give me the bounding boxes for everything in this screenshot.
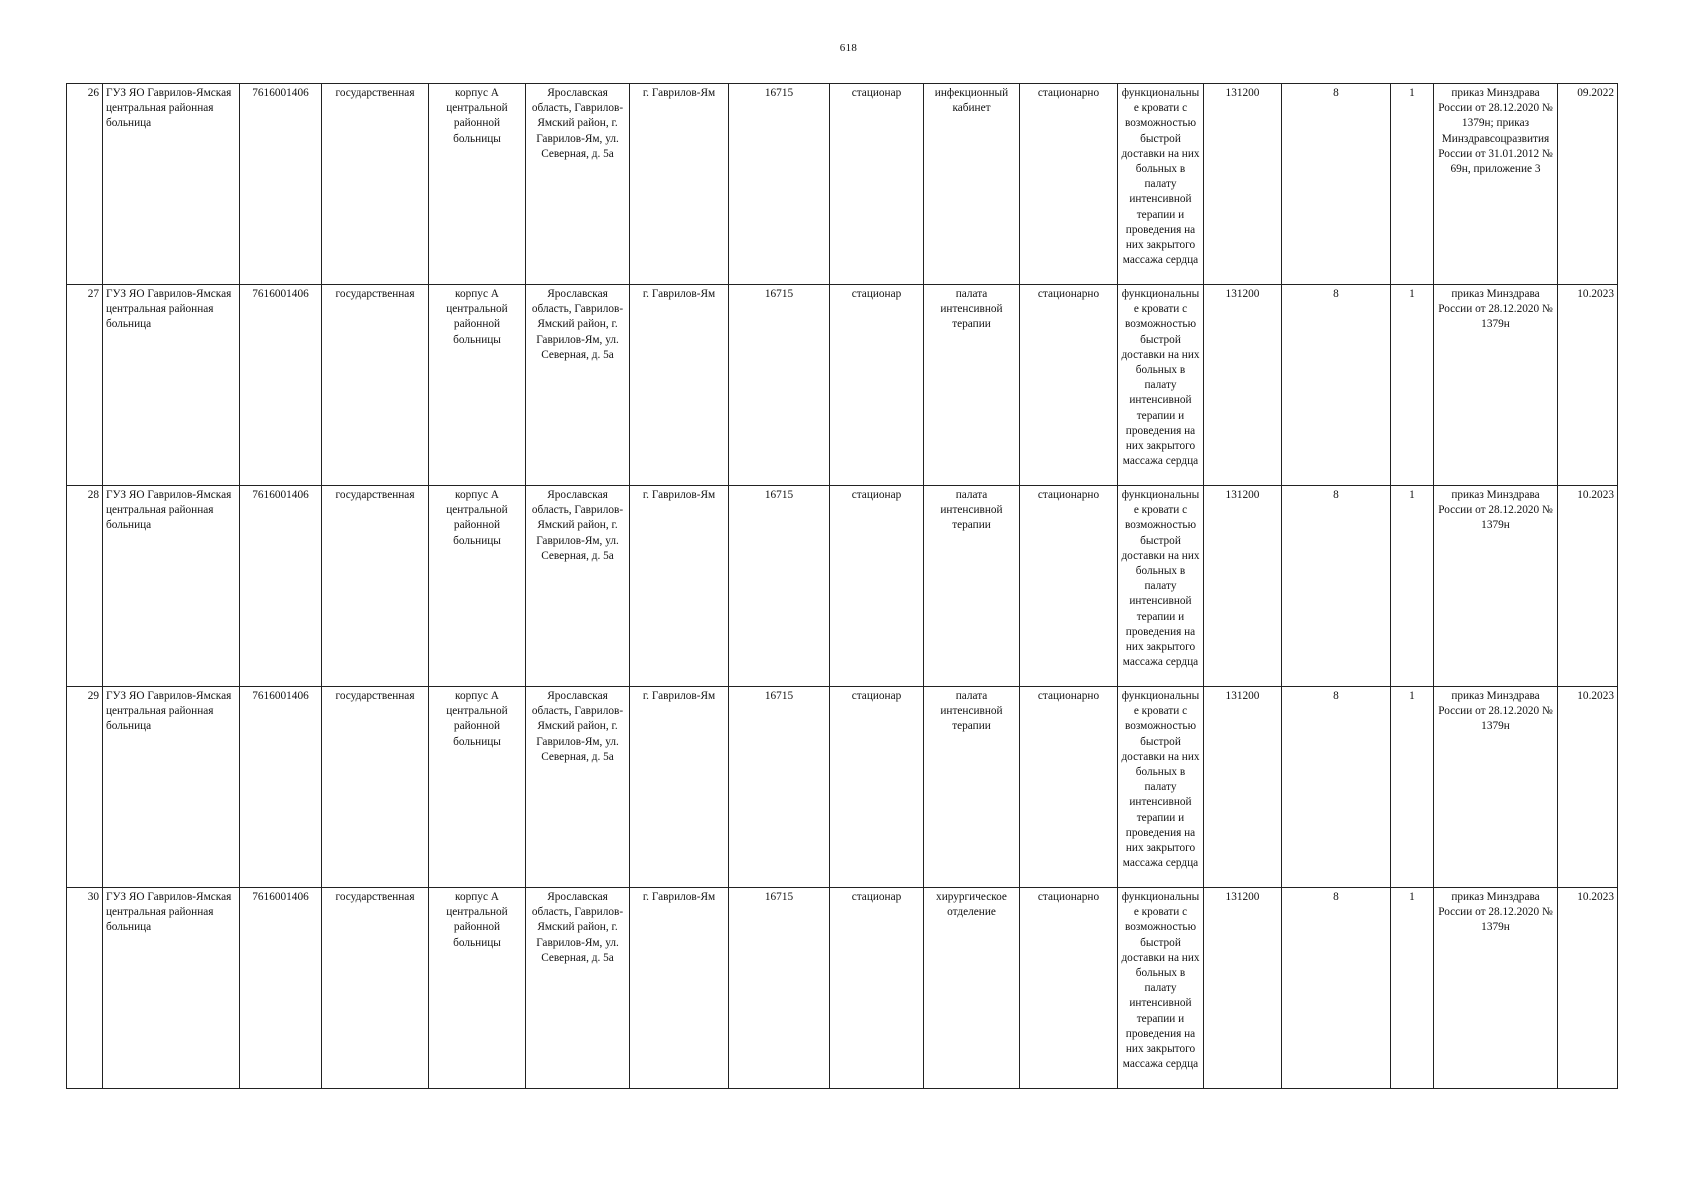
inn-cell: 7616001406 xyxy=(240,285,322,486)
registry-table xyxy=(66,83,1618,1089)
date-cell: 10.2023 xyxy=(1558,888,1618,1089)
organization-cell: ГУЗ ЯО Гаврилов-Ямская центральная районная больница xyxy=(103,285,240,486)
building-cell: корпус А центральной районной больницы xyxy=(429,687,526,888)
building-cell: корпус А центральной районной больницы xyxy=(429,486,526,687)
table-row xyxy=(67,285,1618,486)
mode-cell: стационарно xyxy=(1020,888,1118,1089)
table-row xyxy=(67,486,1618,687)
inn-cell: 7616001406 xyxy=(240,486,322,687)
row-number-cell: 28 xyxy=(67,486,103,687)
needed-cell: 1 xyxy=(1391,84,1434,285)
kind-code-cell: 131200 xyxy=(1204,687,1282,888)
facility-type-cell: стационар xyxy=(830,84,924,285)
kind-code-cell: 131200 xyxy=(1204,285,1282,486)
needed-cell: 1 xyxy=(1391,687,1434,888)
city-cell: г. Гаврилов-Ям xyxy=(630,84,729,285)
facility-type-cell: стационар xyxy=(830,888,924,1089)
needed-cell: 1 xyxy=(1391,285,1434,486)
table-row xyxy=(67,687,1618,888)
code-cell: 16715 xyxy=(729,888,830,1089)
quantity-cell: 8 xyxy=(1282,486,1391,687)
address-cell: Ярославская область, Гаврилов-Ямский район, г. Гаврилов-Ям, ул. Северная, д. 5а xyxy=(526,687,630,888)
ownership-cell: государственная xyxy=(322,486,429,687)
kind-code-cell: 131200 xyxy=(1204,84,1282,285)
date-cell: 10.2023 xyxy=(1558,285,1618,486)
equipment-cell: функциональные кровати с возможностью быстрой доставки на них больных в палату интенсивной терапии и проведения на них закрытого массажа сердца xyxy=(1118,285,1204,486)
facility-type-cell: стационар xyxy=(830,285,924,486)
date-cell: 10.2023 xyxy=(1558,486,1618,687)
inn-cell: 7616001406 xyxy=(240,84,322,285)
city-cell: г. Гаврилов-Ям xyxy=(630,285,729,486)
organization-cell: ГУЗ ЯО Гаврилов-Ямская центральная районная больница xyxy=(103,888,240,1089)
equipment-cell: функциональные кровати с возможностью быстрой доставки на них больных в палату интенсивной терапии и проведения на них закрытого массажа сердца xyxy=(1118,888,1204,1089)
table-row xyxy=(67,84,1618,285)
row-number-cell: 27 xyxy=(67,285,103,486)
unit-cell: палата интенсивной терапии xyxy=(924,486,1020,687)
page-number: 618 xyxy=(839,42,858,54)
basis-cell: приказ Минздрава России от 28.12.2020 № 1379н; приказ Минздравсоцразвития России от 31.01.2012 № 69н, приложение 3 xyxy=(1434,84,1558,285)
kind-code-cell: 131200 xyxy=(1204,888,1282,1089)
address-cell: Ярославская область, Гаврилов-Ямский район, г. Гаврилов-Ям, ул. Северная, д. 5а xyxy=(526,486,630,687)
quantity-cell: 8 xyxy=(1282,687,1391,888)
address-cell: Ярославская область, Гаврилов-Ямский район, г. Гаврилов-Ям, ул. Северная, д. 5а xyxy=(526,84,630,285)
city-cell: г. Гаврилов-Ям xyxy=(630,888,729,1089)
date-cell: 10.2023 xyxy=(1558,687,1618,888)
unit-cell: палата интенсивной терапии xyxy=(924,687,1020,888)
ownership-cell: государственная xyxy=(322,84,429,285)
unit-cell: инфекционный кабинет xyxy=(924,84,1020,285)
organization-cell: ГУЗ ЯО Гаврилов-Ямская центральная районная больница xyxy=(103,687,240,888)
kind-code-cell: 131200 xyxy=(1204,486,1282,687)
basis-cell: приказ Минздрава России от 28.12.2020 № 1379н xyxy=(1434,888,1558,1089)
address-cell: Ярославская область, Гаврилов-Ямский район, г. Гаврилов-Ям, ул. Северная, д. 5а xyxy=(526,285,630,486)
mode-cell: стационарно xyxy=(1020,687,1118,888)
mode-cell: стационарно xyxy=(1020,486,1118,687)
needed-cell: 1 xyxy=(1391,486,1434,687)
facility-type-cell: стационар xyxy=(830,486,924,687)
row-number-cell: 29 xyxy=(67,687,103,888)
mode-cell: стационарно xyxy=(1020,285,1118,486)
mode-cell: стационарно xyxy=(1020,84,1118,285)
basis-cell: приказ Минздрава России от 28.12.2020 № 1379н xyxy=(1434,285,1558,486)
needed-cell: 1 xyxy=(1391,888,1434,1089)
table-row xyxy=(67,888,1618,1089)
basis-cell: приказ Минздрава России от 28.12.2020 № 1379н xyxy=(1434,486,1558,687)
ownership-cell: государственная xyxy=(322,888,429,1089)
quantity-cell: 8 xyxy=(1282,84,1391,285)
facility-type-cell: стационар xyxy=(830,687,924,888)
quantity-cell: 8 xyxy=(1282,285,1391,486)
equipment-cell: функциональные кровати с возможностью быстрой доставки на них больных в палату интенсивной терапии и проведения на них закрытого массажа сердца xyxy=(1118,84,1204,285)
unit-cell: палата интенсивной терапии xyxy=(924,285,1020,486)
ownership-cell: государственная xyxy=(322,687,429,888)
row-number-cell: 30 xyxy=(67,888,103,1089)
building-cell: корпус А центральной районной больницы xyxy=(429,285,526,486)
code-cell: 16715 xyxy=(729,486,830,687)
organization-cell: ГУЗ ЯО Гаврилов-Ямская центральная районная больница xyxy=(103,84,240,285)
building-cell: корпус А центральной районной больницы xyxy=(429,84,526,285)
organization-cell: ГУЗ ЯО Гаврилов-Ямская центральная районная больница xyxy=(103,486,240,687)
equipment-cell: функциональные кровати с возможностью быстрой доставки на них больных в палату интенсивной терапии и проведения на них закрытого массажа сердца xyxy=(1118,486,1204,687)
ownership-cell: государственная xyxy=(322,285,429,486)
inn-cell: 7616001406 xyxy=(240,888,322,1089)
address-cell: Ярославская область, Гаврилов-Ямский район, г. Гаврилов-Ям, ул. Северная, д. 5а xyxy=(526,888,630,1089)
date-cell: 09.2022 xyxy=(1558,84,1618,285)
city-cell: г. Гаврилов-Ям xyxy=(630,687,729,888)
code-cell: 16715 xyxy=(729,687,830,888)
row-number-cell: 26 xyxy=(67,84,103,285)
quantity-cell: 8 xyxy=(1282,888,1391,1089)
city-cell: г. Гаврилов-Ям xyxy=(630,486,729,687)
basis-cell: приказ Минздрава России от 28.12.2020 № 1379н xyxy=(1434,687,1558,888)
unit-cell: хирургическое отделение xyxy=(924,888,1020,1089)
code-cell: 16715 xyxy=(729,84,830,285)
code-cell: 16715 xyxy=(729,285,830,486)
building-cell: корпус А центральной районной больницы xyxy=(429,888,526,1089)
equipment-cell: функциональные кровати с возможностью быстрой доставки на них больных в палату интенсивной терапии и проведения на них закрытого массажа сердца xyxy=(1118,687,1204,888)
inn-cell: 7616001406 xyxy=(240,687,322,888)
